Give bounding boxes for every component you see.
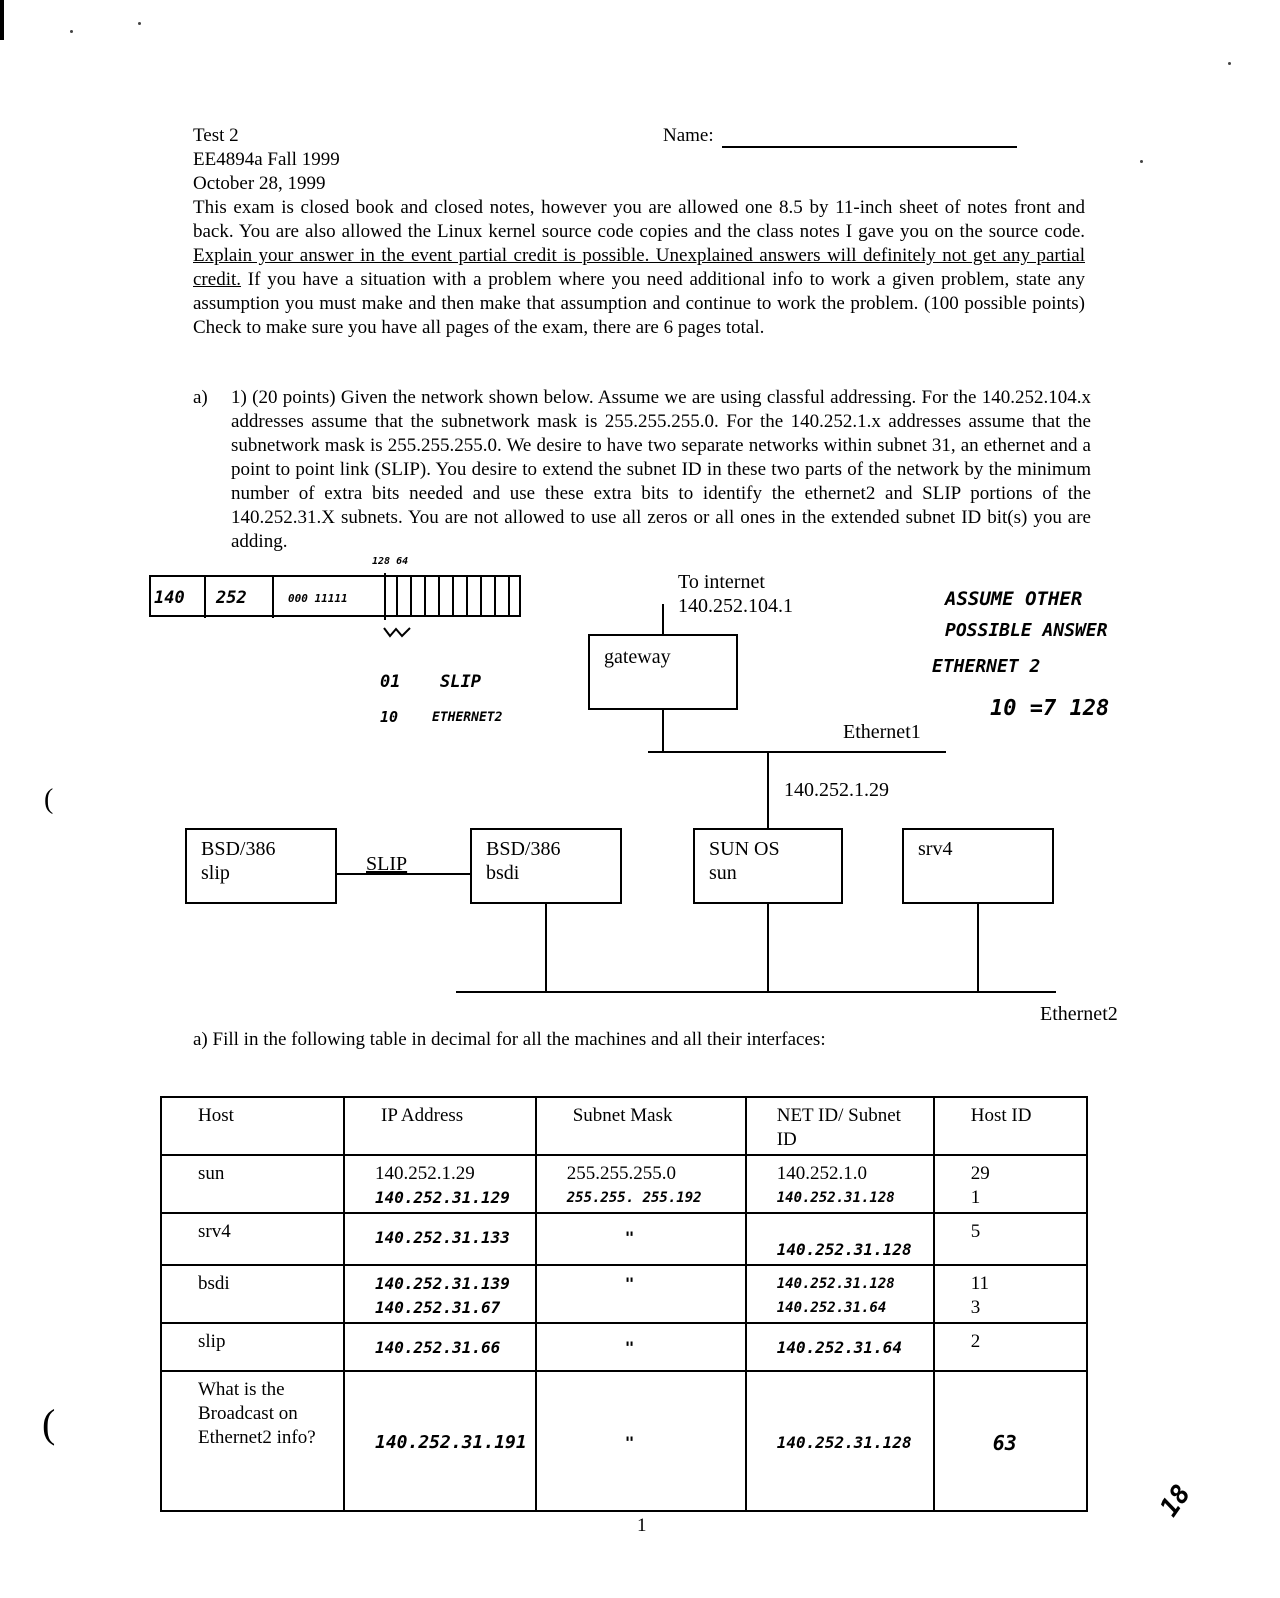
hw-tick-mark xyxy=(382,624,416,640)
cell-mask-ditto: " xyxy=(624,1433,635,1452)
test-title: Test 2 xyxy=(193,125,239,146)
header-host: Host xyxy=(161,1097,344,1155)
cell-ip-hand: 140.252.31.66 xyxy=(375,1338,501,1357)
hw-eth-note: ETHERNET2 xyxy=(432,710,503,725)
scan-speck xyxy=(1140,160,1143,163)
address-table xyxy=(160,1096,1088,1512)
table-caption: a) Fill in the following table in decimal for all the machines and all their interfaces: xyxy=(193,1029,826,1050)
table-row-broadcast xyxy=(161,1371,1087,1511)
header-netid: NET ID/ Subnet ID xyxy=(746,1097,934,1155)
cell-ip-hand: 140.252.31.133 xyxy=(375,1228,510,1247)
cell-hostid: 2 xyxy=(934,1323,1087,1371)
hw-octet3: 000 11111 xyxy=(288,592,348,605)
cell-host: What is the Broadcast on Ethernet2 info? xyxy=(161,1371,344,1511)
cell-hostid-hand: 63 xyxy=(992,1431,1017,1455)
table-row xyxy=(161,1265,1087,1323)
table-row xyxy=(161,1155,1087,1213)
cell-host: srv4 xyxy=(161,1213,344,1265)
gateway-eth1-link xyxy=(662,710,664,752)
page-number: 1 xyxy=(637,1515,647,1536)
scan-speck xyxy=(70,30,73,33)
ethernet1-label: Ethernet1 xyxy=(843,721,921,743)
hw-assume-4: 10 =7 128 xyxy=(990,696,1110,721)
host-box-bsdi xyxy=(470,828,622,904)
internet-link xyxy=(662,604,664,636)
scan-edge-mark xyxy=(0,0,4,40)
cell-hostid: 5 xyxy=(934,1213,1087,1265)
cell-mask-hand: 255.255. 255.192 xyxy=(566,1190,702,1206)
cell-hostid-2: 1 xyxy=(970,1187,981,1208)
sun-eth1-ip: 140.252.1.29 xyxy=(784,779,889,801)
host-name: slip xyxy=(201,862,230,884)
cell-host: sun xyxy=(161,1155,344,1213)
cell-net-hand: 140.252.31.128 xyxy=(776,1276,895,1292)
course-label: EE4894a Fall 1999 xyxy=(193,149,340,170)
question-text: 1) (20 points) Given the network shown below. Assume we are using classful addressing. For the 140.252.104.x addresses assume that the subnetwork mask is 255.255.255.0. For the 140.252.1.x addresses assume that the subnetwork mask is 255.255.255.0. We desire to have two separate networks within subnet 31, an ethernet and a point to point link (SLIP). You desire to extend the subnet ID in these two parts of the network by the minimum number of extra bits needed and use these extra bits to identify the ethernet2 and SLIP portions of the 140.252.31.X subnets. You are not allowed to use all zeros or all ones in the extended subnet ID bit(s) you are adding. xyxy=(231,387,1091,552)
cell-ip: 140.252.1.29 xyxy=(375,1163,475,1184)
cell-ip-hand: 140.252.31.139 xyxy=(375,1274,510,1293)
scan-speck xyxy=(138,22,141,25)
cell-host: slip xyxy=(161,1323,344,1371)
host-box-srv4 xyxy=(902,828,1054,904)
cell-hostid: 29 xyxy=(970,1163,990,1184)
scan-paren-mark: ( xyxy=(42,1401,56,1446)
slip-link-label: SLIP xyxy=(366,853,408,875)
name-field-line[interactable] xyxy=(722,146,1017,148)
cell-hostid: 11 xyxy=(970,1273,990,1294)
cell-net-hand: 140.252.31.128 xyxy=(776,1240,912,1259)
to-internet-label: To internet xyxy=(678,571,765,593)
cell-net: 140.252.1.0 xyxy=(776,1163,867,1184)
ethernet1-bus xyxy=(648,751,946,753)
gateway-label: gateway xyxy=(604,646,671,668)
table-header-row xyxy=(161,1097,1087,1155)
question-marker: a) xyxy=(193,387,208,408)
host-os: SUN OS xyxy=(709,838,780,860)
cell-net-hand: 140.252.31.128 xyxy=(776,1190,895,1206)
header-mask: Subnet Mask xyxy=(536,1097,746,1155)
host-name: sun xyxy=(709,862,737,884)
internet-ip: 140.252.104.1 xyxy=(678,595,793,617)
header-hostid: Host ID xyxy=(934,1097,1087,1155)
hw-assume-1: ASSUME OTHER xyxy=(945,588,1083,610)
table-row xyxy=(161,1213,1087,1265)
hw-assume-3: ETHERNET 2 xyxy=(932,656,1041,677)
hw-octet2: 252 xyxy=(216,588,247,608)
cell-net-hand-2: 140.252.31.64 xyxy=(776,1300,887,1316)
srv4-eth2-link xyxy=(977,904,979,992)
cell-mask: 255.255.255.0 xyxy=(566,1163,676,1184)
cell-mask-ditto: " xyxy=(624,1228,635,1247)
cell-ip-hand-2: 140.252.31.67 xyxy=(375,1298,501,1317)
host-box-slip xyxy=(185,828,337,904)
cell-ip-hand: 140.252.31.191 xyxy=(375,1432,527,1453)
hw-assume-2: POSSIBLE ANSWER xyxy=(945,620,1108,641)
cell-hostid-2: 3 xyxy=(970,1297,981,1318)
table-row xyxy=(161,1323,1087,1371)
instructions-underlined: Explain your answer in the event partial credit is possible. Unexplained answers will definitely not get any partial credit. xyxy=(193,245,1085,290)
cell-ip-hand: 140.252.31.129 xyxy=(375,1188,510,1207)
cell-mask-ditto: " xyxy=(624,1338,635,1357)
hw-bits-top: 128 64 xyxy=(372,556,409,567)
host-box-sun xyxy=(693,828,843,904)
cell-host: bsdi xyxy=(161,1265,344,1323)
exam-date: October 28, 1999 xyxy=(193,173,326,194)
cell-net-hand: 140.252.31.128 xyxy=(776,1433,912,1452)
host-os: BSD/386 xyxy=(201,838,276,860)
ethernet2-bus xyxy=(456,991,1056,993)
sun-eth1-link xyxy=(767,752,769,828)
sun-eth2-link xyxy=(767,904,769,992)
ethernet2-label: Ethernet2 xyxy=(1040,1003,1118,1025)
scan-speck xyxy=(1228,62,1231,65)
hw-slip-note: SLIP xyxy=(440,672,481,692)
host-os: srv4 xyxy=(918,838,953,860)
hw-score: 18 xyxy=(1154,1479,1197,1523)
header-ip: IP Address xyxy=(344,1097,536,1155)
name-label: Name: xyxy=(663,125,714,146)
gateway-box xyxy=(588,634,738,710)
host-os: BSD/386 xyxy=(486,838,561,860)
cell-net-hand: 140.252.31.64 xyxy=(776,1338,902,1357)
host-name: bsdi xyxy=(486,862,520,884)
scan-paren-mark: ( xyxy=(44,784,54,815)
hw-octet1: 140 xyxy=(154,588,185,608)
instructions-p2: If you have a situation with a problem where you need additional info to work a given problem, state any assumption you must make and then make that assumption and continue to work the problem. (100 possible points) Check to make sure you have all pages of the exam, there are 6 pages total. xyxy=(193,269,1086,338)
bsdi-eth2-link xyxy=(545,904,547,992)
hw-code-01: 01 xyxy=(380,672,401,692)
instructions xyxy=(193,196,1085,340)
instructions-p1: This exam is closed book and closed notes, however you are allowed one 8.5 by 11-inch sheet of notes front and back. You are also allowed the Linux kernel source code copies and the class notes I gave you on the source code. xyxy=(193,197,1085,242)
hw-code-10: 10 xyxy=(380,708,399,726)
cell-mask-ditto: " xyxy=(624,1274,635,1293)
